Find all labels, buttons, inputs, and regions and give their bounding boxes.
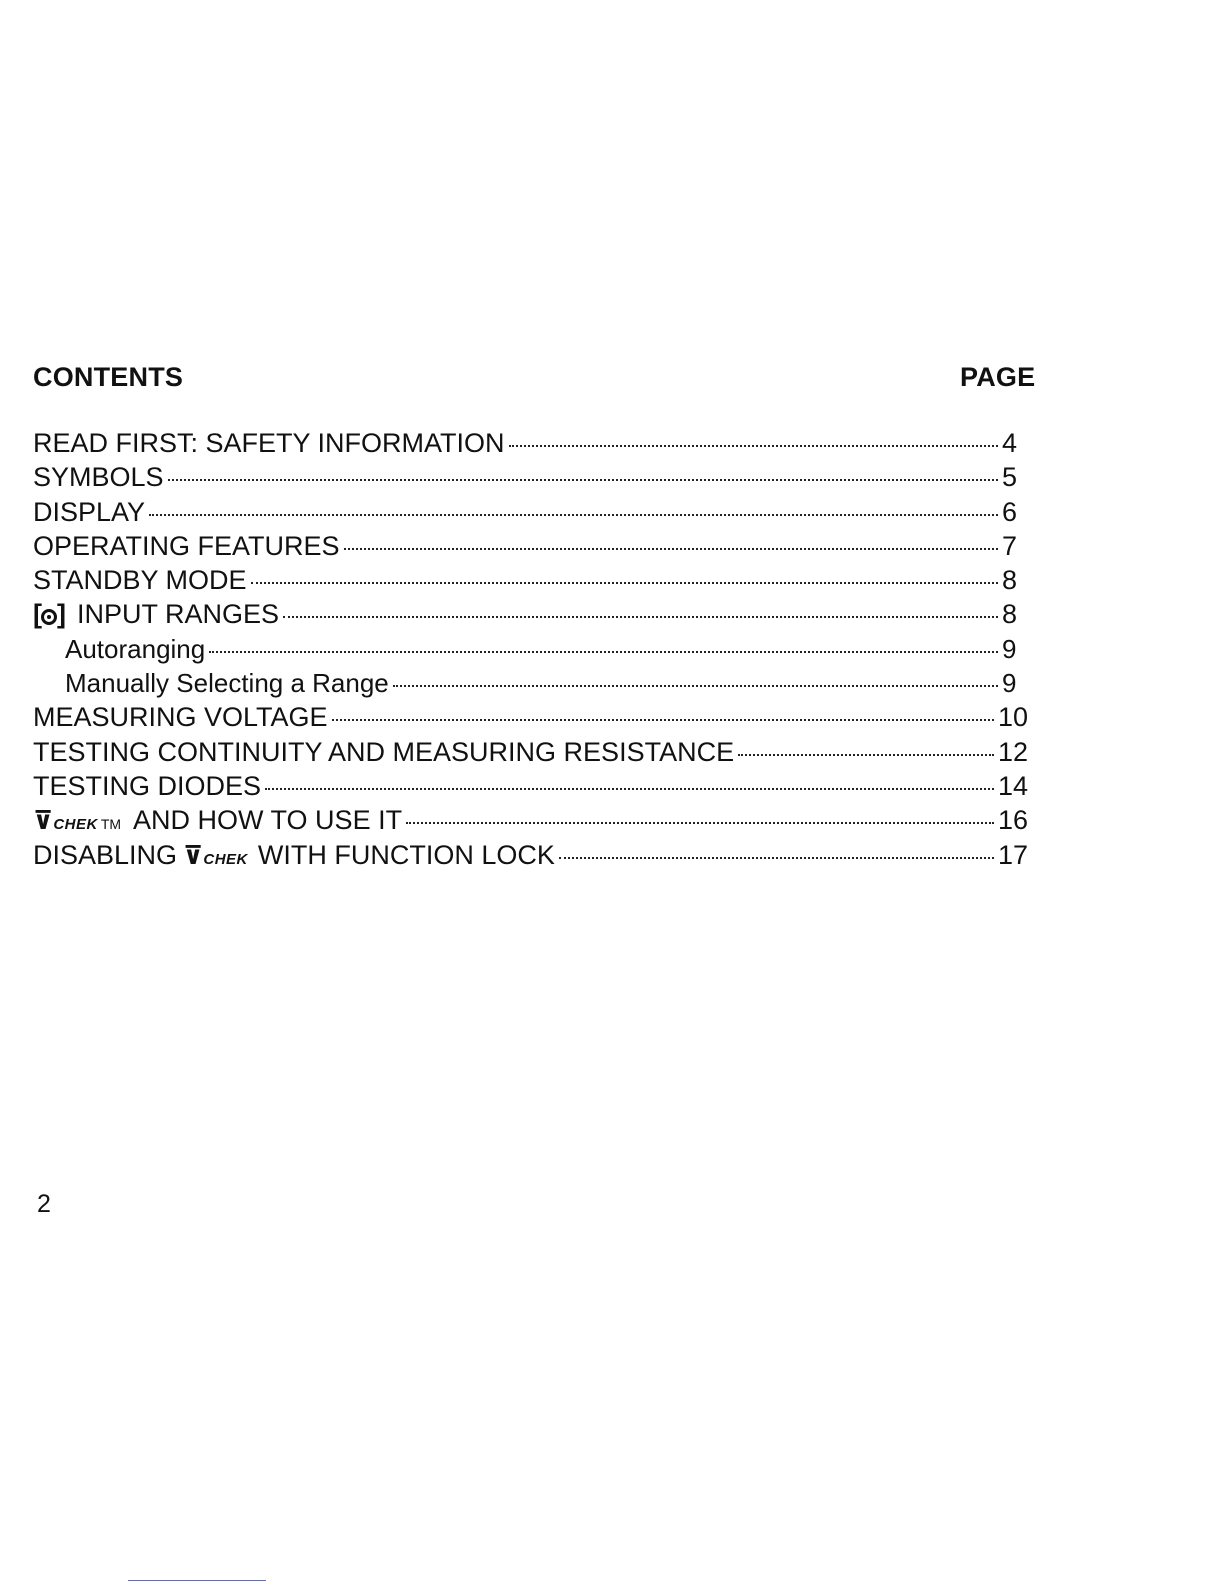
dot-leader [344,548,998,550]
toc-entry-title: DISPLAY [33,496,146,527]
toc-entry-title: AND HOW TO USE IT [133,805,403,836]
dot-leader [251,582,998,584]
toc-subentry[interactable] [33,632,1028,666]
toc-entry-title: SYMBOLS [33,462,164,493]
toc-entry[interactable] [33,426,1028,460]
toc-subentry[interactable] [33,666,1028,700]
toc-entry-title: MEASURING VOLTAGE [33,702,328,733]
toc-entry-title-group [33,597,279,631]
toc-entry-title: OPERATING FEATURES [33,530,340,561]
toc-entry-page: 9 [1002,668,1017,699]
toc-entry-title: INPUT RANGES [77,599,280,630]
v-chek-logo-icon [183,839,248,877]
dot-leader [168,479,998,481]
v-check-mark-icon: ⊽ [183,841,204,870]
dot-leader [265,788,994,790]
toc-entry-title: TESTING DIODES [33,770,262,801]
dot-leader [149,514,998,516]
toc-entry-page: 7 [1002,530,1018,561]
toc-entry[interactable] [33,563,1028,597]
toc-entry-page: 10 [997,702,1028,733]
range-bracket-open: [ [33,599,41,630]
toc-entry-title-group [33,838,555,877]
toc-entry-page: 16 [997,805,1028,836]
toc-entry-title: READ FIRST: SAFETY INFORMATION [33,428,505,458]
toc-entry-disabling-vchek[interactable] [33,838,1028,872]
dot-leader [406,822,994,824]
v-chek-logo-icon [33,804,121,842]
toc-entry-page: 9 [1002,633,1017,664]
toc-entry-page: 12 [997,736,1028,767]
dot-leader [509,445,998,447]
toc-entry-title: STANDBY MODE [33,565,247,596]
page-number: 2 [37,1190,51,1218]
toc-entry-title: Manually Selecting a Range [65,668,389,699]
toc-entry[interactable] [33,460,1028,494]
dot-leader [332,719,994,721]
toc-entry-title: TESTING CONTINUITY AND MEASURING RESISTANCE [33,736,735,767]
toc-entry-input-ranges[interactable] [33,597,1028,631]
dot-leader [559,857,994,859]
toc-entry-page: 14 [997,770,1028,801]
range-button-icon [33,597,65,631]
contents-heading: CONTENTS [33,362,184,392]
toc-entry-page: 17 [997,839,1028,870]
page-column-heading: PAGE [960,362,1036,392]
toc-entry[interactable] [33,495,1028,529]
toc-entry-title: Autoranging [65,633,206,664]
toc-entry-title-group [33,803,402,842]
toc-entry[interactable] [33,735,1028,769]
dot-leader [283,616,998,618]
toc-entry-page: 5 [1002,462,1018,493]
table-of-contents [33,426,1028,872]
v-check-mark-icon: ⊽ [33,807,54,836]
toc-entry[interactable] [33,529,1028,563]
toc-entry-page: 4 [1002,428,1018,458]
toc-entry-page: 8 [1002,565,1018,596]
footer-rule [128,1580,266,1581]
toc-entry-title-after: WITH FUNCTION LOCK [257,839,555,870]
dot-leader [393,685,998,687]
toc-entry-page: 6 [1002,496,1018,527]
brand-name: CHEK [203,850,248,868]
trademark-mark: TM [100,816,122,833]
toc-entry[interactable] [33,700,1028,734]
circle-dot-icon [41,609,57,625]
dot-leader [738,754,994,756]
toc-entry-page: 8 [1002,599,1018,630]
range-bracket-close: ] [57,599,65,630]
toc-entry-title-before: DISABLING [33,839,178,870]
dot-leader [209,651,998,653]
toc-entry-vchek-usage[interactable] [33,803,1028,837]
toc-entry[interactable] [33,769,1028,803]
brand-name: CHEK [53,816,98,834]
